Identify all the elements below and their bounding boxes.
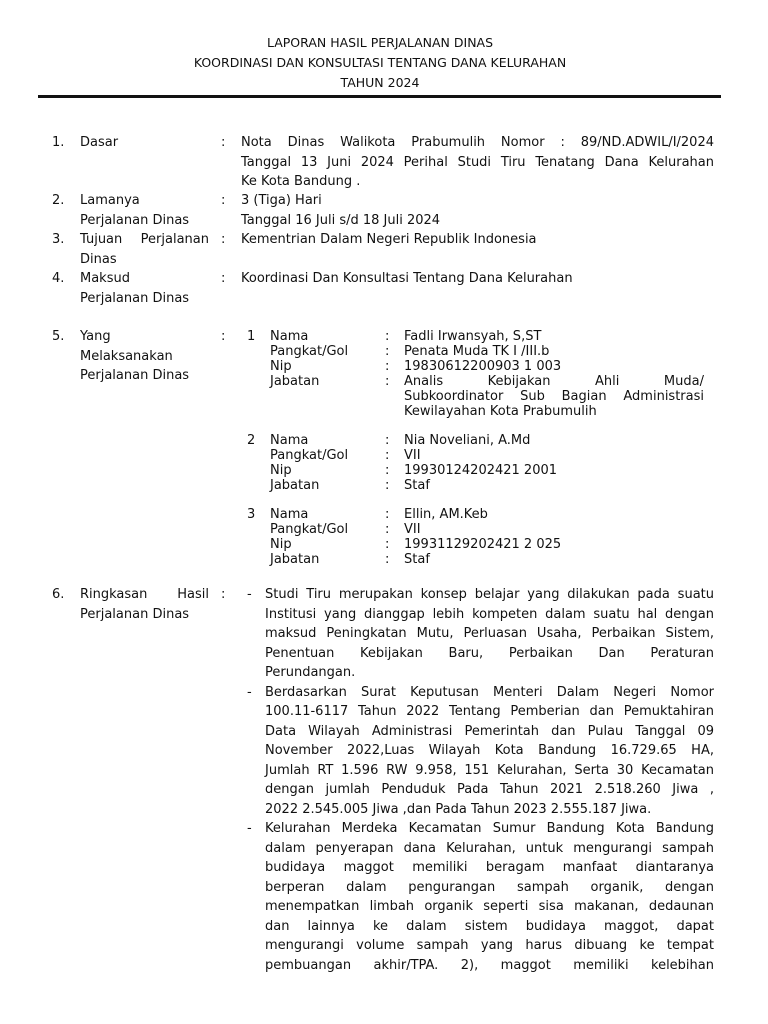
section-number: 6.	[52, 587, 65, 602]
personnel-number: 3	[247, 507, 256, 522]
summary-line: 100.11-6117 Tahun 2022 Tentang Pemberian dan Pemuktahiran	[265, 704, 714, 719]
colon: :	[385, 448, 390, 463]
colon: :	[221, 329, 226, 344]
summary-line: Penentuan Kebijakan Baru, Perbaikan Dan Peraturan	[265, 645, 714, 661]
summary-line: dalam penyerapan dana Kelurahan, untuk mengurangi sampah	[265, 840, 714, 856]
section-label: Maksud	[80, 271, 130, 286]
field-label: Jabatan	[270, 478, 320, 493]
summary-line: 2022 2.545.005 Jiwa ,dan Pada Tahun 2023 2.555.187 Jiwa.	[265, 801, 652, 817]
section-label: Dasar	[80, 135, 119, 150]
bullet-dash: -	[247, 684, 252, 700]
colon: :	[385, 552, 390, 567]
summary-line: Berdasarkan Surat Keputusan Menteri Dalam Negeri Nomor	[265, 684, 714, 700]
section-label: Yang	[80, 329, 111, 344]
personnel-nip: 19830612200903 1 003	[404, 359, 562, 374]
section-value: Kementrian Dalam Negeri Republik Indonesia	[241, 232, 537, 247]
personnel-name: Ellin, AM.Keb	[404, 507, 488, 522]
field-label: Pangkat/Gol	[270, 448, 349, 463]
header-divider	[38, 95, 721, 98]
summary-line: Kelurahan Merdeka Kecamatan Sumur Bandung Kota Bandung	[265, 821, 714, 836]
personnel-name: Nia Noveliani, A.Md	[404, 433, 531, 448]
colon: :	[221, 271, 226, 286]
summary-line: budidaya maggot memiliki beragam manfaat diantaranya	[265, 860, 714, 875]
section-label: Ringkasan Hasil	[80, 587, 209, 602]
colon: :	[221, 587, 226, 602]
section-number: 1.	[52, 135, 65, 150]
summary-line: Studi Tiru merupakan konsep belajar yang dilakukan pada suatu	[265, 587, 714, 602]
section-label: Dinas	[80, 251, 117, 267]
bullet-dash: -	[247, 587, 252, 602]
colon: :	[385, 537, 390, 552]
report-title: LAPORAN HASIL PERJALANAN DINAS	[266, 35, 494, 50]
colon: :	[385, 522, 390, 537]
summary-line: Perundangan.	[265, 665, 356, 680]
summary-line: Jumlah RT 1.596 RW 9.958, 151 Kelurahan, Serta 30 Kecamatan	[265, 762, 714, 778]
summary-line: pembuangan akhir/TPA. 2), maggot memiliki kelebihan	[265, 957, 714, 973]
section-value: 3 (Tiga) Hari	[241, 193, 322, 208]
personnel-position: Analis Kebijakan Ahli Muda/	[404, 374, 704, 389]
colon: :	[221, 193, 226, 208]
field-label: Jabatan	[270, 374, 320, 389]
colon: :	[221, 232, 226, 247]
colon: :	[385, 329, 390, 344]
summary-line: berperan dalam pengurangan sampah organik, dengan	[265, 879, 714, 895]
field-label: Pangkat/Gol	[270, 344, 349, 359]
colon: :	[385, 463, 390, 478]
personnel-position: Staf	[404, 552, 430, 567]
personnel-position: Subkoordinator Sub Bagian Administrasi	[404, 389, 704, 404]
field-label: Nama	[270, 507, 309, 522]
section-number: 5.	[52, 329, 65, 344]
bullet-dash: -	[247, 821, 252, 836]
summary-line: dan lainnya ke dalam sistem budidaya maggot, dapat	[265, 918, 714, 934]
field-label: Nip	[270, 359, 292, 374]
colon: :	[385, 507, 390, 522]
section-label: Perjalanan Dinas	[80, 290, 190, 306]
field-label: Pangkat/Gol	[270, 522, 349, 537]
section-value: Tanggal 16 Juli s/d 18 Juli 2024	[241, 212, 441, 228]
section-label: Lamanya	[80, 193, 140, 208]
personnel-number: 1	[247, 329, 256, 344]
section-label: Perjalanan Dinas	[80, 606, 190, 622]
field-label: Nip	[270, 463, 292, 478]
summary-line: Institusi yang dianggap lebih kompeten dalam suatu hal dengan	[265, 606, 714, 622]
colon: :	[385, 374, 390, 389]
summary-line: mengurangi volume sampah yang harus dibuang ke tempat	[265, 938, 714, 953]
personnel-nip: 19930124202421 2001	[404, 463, 558, 478]
colon: :	[221, 135, 226, 150]
section-value: Koordinasi Dan Konsultasi Tentang Dana Kelurahan	[241, 271, 573, 286]
colon: :	[385, 344, 390, 359]
summary-line: November 2022,Luas Wilayah Kota Bandung 16.729.65 HA,	[265, 743, 714, 758]
field-label: Nama	[270, 329, 309, 344]
section-number: 2.	[52, 193, 65, 208]
section-number: 3.	[52, 232, 65, 247]
personnel-number: 2	[247, 433, 256, 448]
personnel-rank: VII	[404, 448, 421, 463]
personnel-rank: VII	[404, 522, 421, 537]
summary-line: dengan jumlah Penduduk Pada Tahun 2021 2.518.260 Jiwa ,	[265, 782, 714, 797]
field-label: Nip	[270, 537, 292, 552]
field-label: Nama	[270, 433, 309, 448]
colon: :	[385, 478, 390, 493]
section-label: Perjalanan Dinas	[80, 212, 190, 228]
colon: :	[385, 433, 390, 448]
section-value: Ke Kota Bandung .	[241, 174, 361, 189]
report-year: TAHUN 2024	[340, 75, 420, 90]
section-label: Perjalanan Dinas	[80, 368, 190, 383]
personnel-position: Staf	[404, 478, 430, 493]
summary-line: Data Wilayah Administrasi Pemerintah dan Pulau Tanggal 09	[265, 723, 714, 739]
section-value: Tanggal 13 Juni 2024 Perihal Studi Tiru Tenatang Dana Kelurahan	[241, 154, 714, 170]
personnel-name: Fadli Irwansyah, S,ST	[404, 329, 542, 344]
summary-line: menempatkan limbah organik seperti sisa makanan, dedaunan	[265, 899, 714, 914]
section-label: Melaksanakan	[80, 348, 173, 364]
section-number: 4.	[52, 271, 65, 286]
section-label: Tujuan Perjalanan	[80, 232, 209, 247]
section-value: Nota Dinas Walikota Prabumulih Nomor : 89/ND.ADWIL/I/2024	[241, 135, 714, 150]
field-label: Jabatan	[270, 552, 320, 567]
colon: :	[385, 359, 390, 374]
personnel-nip: 19931129202421 2 025	[404, 537, 562, 552]
personnel-position: Kewilayahan Kota Prabumulih	[404, 404, 597, 419]
report-subtitle: KOORDINASI DAN KONSULTASI TENTANG DANA KELURAHAN	[193, 55, 567, 70]
personnel-rank: Penata Muda TK I /III.b	[404, 344, 550, 359]
summary-line: maksud Peningkatan Mutu, Perluasan Usaha, Perbaikan Sistem,	[265, 626, 714, 641]
